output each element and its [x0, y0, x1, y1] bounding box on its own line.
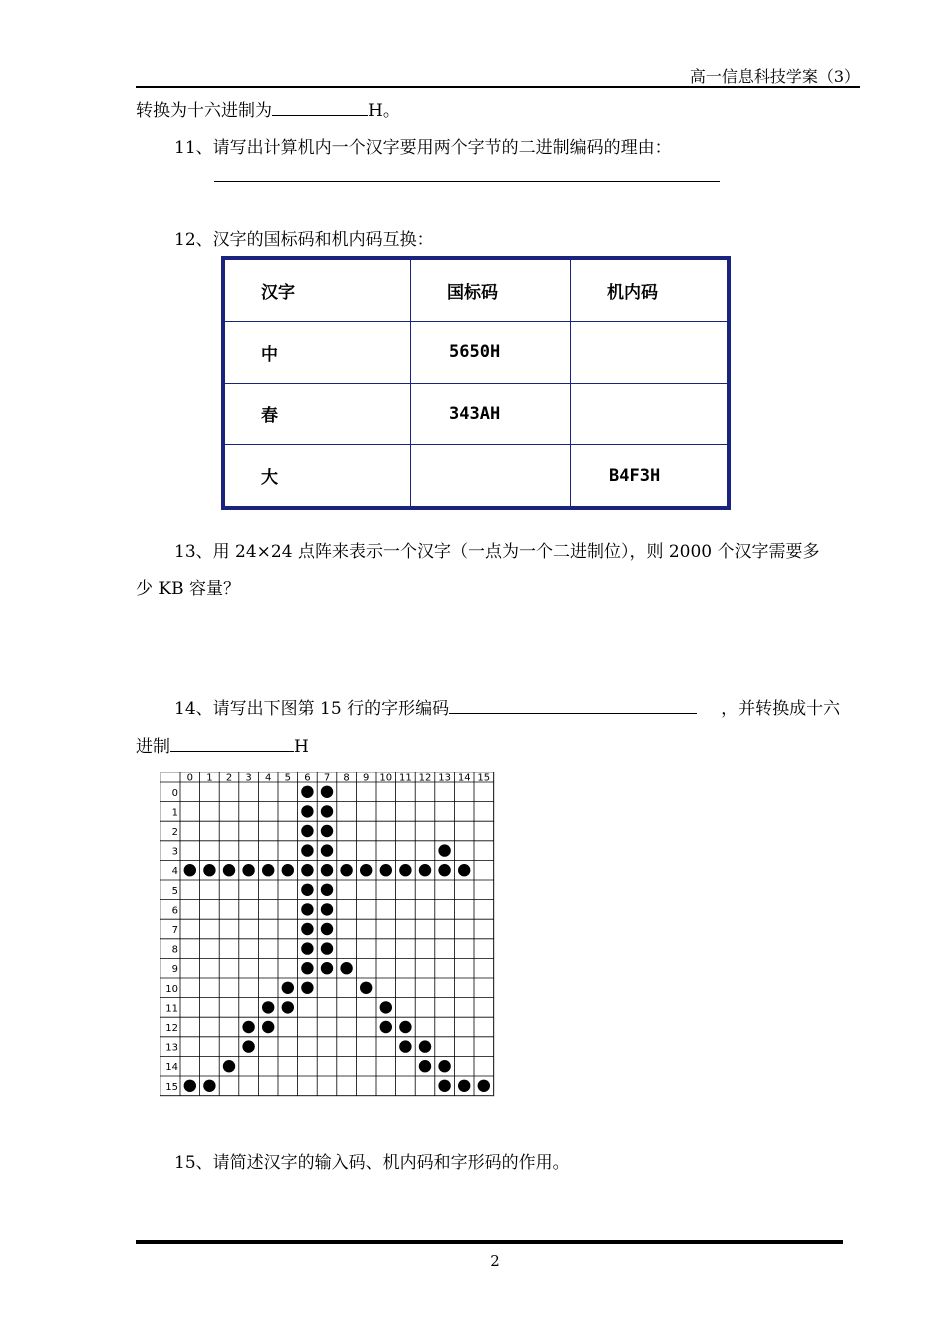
- dot-matrix-figure: [160, 772, 510, 1122]
- filled-dot: [301, 923, 313, 935]
- column-label: 4: [265, 772, 272, 784]
- filled-dot: [242, 864, 254, 876]
- table-row: [225, 321, 728, 383]
- filled-dot: [380, 1001, 392, 1013]
- row-label: 2: [171, 827, 178, 838]
- page-number: 2: [490, 1252, 500, 1270]
- q10-suffix: H。: [368, 101, 400, 121]
- table-cell-jineima[interactable]: [571, 383, 728, 445]
- table-header-row: [225, 260, 728, 322]
- filled-dot: [282, 982, 294, 994]
- table-row: [225, 445, 728, 507]
- table-cell-guobiao[interactable]: 343AH: [411, 383, 571, 445]
- row-label: 12: [165, 1023, 178, 1034]
- column-label: 5: [284, 772, 291, 784]
- filled-dot: [242, 1040, 254, 1052]
- filled-dot: [438, 1080, 450, 1092]
- table-header-cell: 机内码: [571, 260, 728, 322]
- filled-dot: [262, 1001, 274, 1013]
- table-cell-jineima[interactable]: [571, 321, 728, 383]
- filled-dot: [380, 1021, 392, 1033]
- column-label: 15: [477, 772, 491, 784]
- filled-dot: [321, 864, 333, 876]
- filled-dot: [321, 884, 333, 896]
- table-cell-guobiao[interactable]: 5650H: [411, 321, 571, 383]
- filled-dot: [360, 864, 372, 876]
- table-row: [225, 383, 728, 445]
- filled-dot: [301, 884, 313, 896]
- filled-dot: [321, 942, 333, 954]
- column-label: 2: [225, 772, 233, 784]
- q11-question: 11、请写出计算机内一个汉字要用两个字节的二进制编码的理由：: [174, 138, 672, 158]
- q10-answer-blank[interactable]: [272, 99, 368, 116]
- filled-dot: [380, 864, 392, 876]
- column-label: 1: [206, 772, 213, 784]
- column-label: 14: [457, 772, 471, 784]
- filled-dot: [184, 864, 196, 876]
- table-cell-hanzi: 大: [225, 445, 411, 507]
- q12-question: 12、汉字的国标码和机内码互换：: [174, 230, 434, 250]
- filled-dot: [301, 805, 313, 817]
- filled-dot: [458, 864, 470, 876]
- filled-dot: [321, 805, 333, 817]
- table-cell-guobiao[interactable]: [411, 445, 571, 507]
- row-label: 7: [171, 925, 178, 936]
- column-label: 12: [418, 772, 432, 784]
- q14-question-line1: [174, 694, 840, 719]
- q13-question-line1: 13、用 24×24 点阵来表示一个汉字（一点为一个二进制位），则 2000 个汉字需要多: [174, 542, 820, 562]
- row-label: 1: [171, 807, 178, 819]
- filled-dot: [360, 982, 372, 994]
- filled-dot: [399, 1021, 411, 1033]
- filled-dot: [419, 1040, 431, 1052]
- filled-dot: [203, 1080, 215, 1092]
- dot-matrix-grid: [160, 772, 510, 1122]
- column-label: 0: [186, 772, 193, 784]
- row-label: 11: [165, 1003, 178, 1015]
- filled-dot: [419, 1060, 431, 1072]
- filled-dot: [438, 844, 450, 856]
- q10-prefix: 转换为十六进制为: [136, 101, 272, 121]
- filled-dot: [203, 864, 215, 876]
- column-label: 7: [323, 772, 331, 784]
- filled-dot: [301, 864, 313, 876]
- filled-dot: [282, 1001, 294, 1013]
- header-divider: [136, 86, 860, 88]
- filled-dot: [301, 786, 313, 798]
- filled-dot: [301, 825, 313, 837]
- q14-question-line2: [136, 732, 309, 757]
- filled-dot: [321, 825, 333, 837]
- table-cell-jineima[interactable]: B4F3H: [571, 445, 728, 507]
- filled-dot: [321, 903, 333, 915]
- row-label: 9: [171, 964, 178, 976]
- row-label: 14: [165, 1062, 178, 1074]
- row-label: 8: [171, 944, 178, 956]
- row-label: 3: [171, 846, 178, 858]
- row-label: 5: [171, 885, 178, 897]
- column-label: 6: [304, 772, 311, 784]
- code-table: [221, 256, 731, 510]
- q14-line2-suffix: H: [294, 737, 309, 757]
- filled-dot: [262, 1021, 274, 1033]
- filled-dot: [438, 1060, 450, 1072]
- filled-dot: [301, 982, 313, 994]
- header-title: 高一信息科技学案（3）: [689, 67, 860, 86]
- q10-tail: [136, 96, 400, 121]
- filled-dot: [438, 864, 450, 876]
- table-header-cell: 国标码: [411, 260, 571, 322]
- row-label: 4: [171, 866, 178, 878]
- filled-dot: [282, 864, 294, 876]
- footer-divider: [136, 1240, 843, 1244]
- q14-hex-blank[interactable]: [170, 735, 294, 752]
- row-label: 15: [165, 1081, 178, 1093]
- table-cell-hanzi: 春: [225, 383, 411, 445]
- q15-question: 15、请简述汉字的输入码、机内码和字形码的作用。: [174, 1153, 570, 1173]
- filled-dot: [242, 1021, 254, 1033]
- column-label: 13: [438, 772, 451, 784]
- q13-question-line2: 少 KB 容量？: [136, 579, 241, 599]
- filled-dot: [223, 1060, 235, 1072]
- filled-dot: [321, 786, 333, 798]
- column-label: 11: [399, 772, 412, 784]
- filled-dot: [301, 903, 313, 915]
- filled-dot: [340, 962, 352, 974]
- q14-line2-prefix: 进制: [136, 737, 170, 757]
- filled-dot: [262, 864, 274, 876]
- filled-dot: [419, 864, 431, 876]
- row-label: 0: [171, 787, 178, 799]
- filled-dot: [321, 923, 333, 935]
- filled-dot: [321, 844, 333, 856]
- filled-dot: [301, 844, 313, 856]
- filled-dot: [399, 1040, 411, 1052]
- row-label: 13: [165, 1042, 178, 1054]
- filled-dot: [458, 1080, 470, 1092]
- column-label: 10: [379, 772, 393, 784]
- row-label: 6: [171, 905, 178, 917]
- table-header-cell: 汉字: [225, 260, 411, 322]
- column-label: 9: [363, 772, 370, 784]
- q14-prefix: 14、请写出下图第 15 行的字形编码: [174, 699, 450, 719]
- filled-dot: [340, 864, 352, 876]
- filled-dot: [321, 962, 333, 974]
- filled-dot: [399, 864, 411, 876]
- column-label: 8: [343, 772, 350, 784]
- filled-dot: [478, 1080, 490, 1092]
- filled-dot: [223, 864, 235, 876]
- q14-code-blank[interactable]: [449, 697, 697, 714]
- filled-dot: [301, 942, 313, 954]
- row-label: 10: [165, 983, 178, 995]
- q11-answer-line[interactable]: [214, 181, 720, 182]
- filled-dot: [184, 1080, 196, 1092]
- column-label: 3: [245, 772, 252, 784]
- q14-suffix: ，并转换成十六: [721, 699, 841, 719]
- table-cell-hanzi: 中: [225, 321, 411, 383]
- filled-dot: [301, 962, 313, 974]
